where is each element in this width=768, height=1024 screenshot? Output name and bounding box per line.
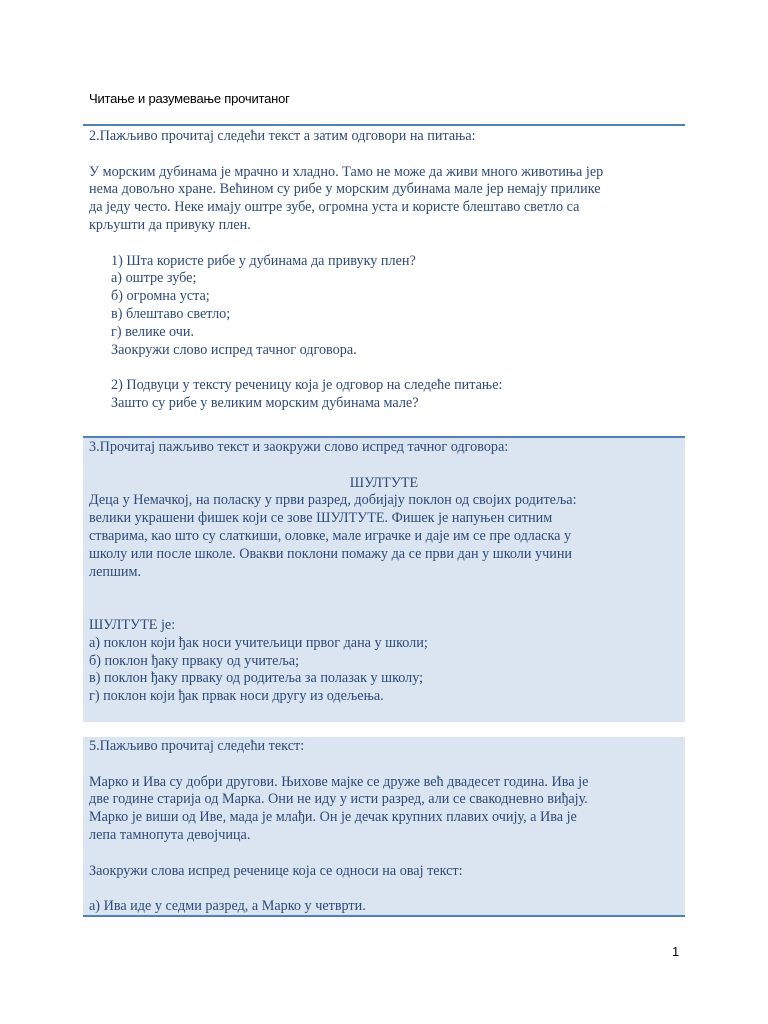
task-3-option: в) поклон ђаку прваку од родитеља за полазак у школу; [89, 670, 424, 687]
task-2-text-line: У морским дубинама је мрачно и хладно. Тамо не може да живи много животиња јер [89, 163, 604, 180]
task-5-text-line: лепа тамнопута девојчица. [89, 826, 251, 843]
task-3-text-line: лепшим. [89, 563, 142, 580]
task-5-text-line: Марко и Ива су добри другови. Њихове мајке се друже већ двадесет година. Ива је [89, 773, 589, 790]
task-3-question: ШУЛТУТЕ је: [89, 616, 176, 633]
question-1-option: в) блештаво светло; [111, 305, 231, 322]
task-5-text-line: две године старија од Марка. Они не иду у исти разред, али се свакодневно виђају. [89, 791, 588, 808]
task-3-text-line: стварима, као што су слаткиши, оловке, мале играчке и даје им се пре одласка у [89, 527, 572, 544]
task-2-text-line: крљушти да привуку плен. [89, 216, 251, 233]
task-2-text-line: нема довољно хране. Већином су рибе у морским дубинама мале јер немају прилике [89, 181, 601, 198]
task-2-text-line: да једу често. Неке имају оштре зубе, огромна уста и користе блештаво светло са [89, 199, 580, 216]
page-number: 1 [672, 944, 680, 959]
story-title: ШУЛТУТЕ [349, 474, 419, 491]
question-1-instruction: Заокружи слово испред тачног одговора. [111, 341, 357, 358]
task-5-option: а) Ива иде у седми разред, а Марко у четврти. [89, 898, 366, 915]
question-2: 2) Подвуци у тексту реченицу која је одговор на следеће питање: [111, 377, 503, 394]
task-3-option: а) поклон који ђак носи учитељици првог дана у школи; [89, 634, 428, 651]
task-3-text-line: велики украшени фишек који се зове ШУЛТУТЕ. Фишек је напуњен ситним [89, 510, 553, 527]
question-1-option: а) оштре зубе; [111, 270, 197, 287]
task-3-text-line: Деца у Немачкој, на поласку у први разред, добијају поклон од својих родитеља: [89, 492, 577, 509]
task-3-section [83, 436, 685, 722]
question-1-option: г) велике очи. [111, 323, 195, 340]
task-2-section [83, 124, 685, 437]
task-5-text-line: Марко је виши од Иве, мада је млађи. Он је дечак крупних плавих очију, а Ива је [89, 809, 577, 826]
page-heading: Читање и разумевање прочитаног [89, 91, 290, 106]
question-1-option: б) огромна уста; [111, 288, 210, 305]
task-3-option: г) поклон који ђак првак носи другу из одељења. [89, 688, 384, 705]
task-3-text-line: школу или после школе. Овакви поклони помажу да се први дан у школи учини [89, 545, 573, 562]
question-1: 1) Шта користе рибе у дубинама да привуку плен? [111, 252, 416, 269]
task-5-section [83, 737, 685, 917]
task-3-title: 3.Прочитај пажљиво текст и заокружи слово испред тачног одговора: [89, 439, 509, 455]
task-5-title: 5.Пажљиво прочитај следећи текст: [89, 738, 305, 754]
task-2-title: 2.Пажљиво прочитај следећи текст а затим одговори на питања: [89, 128, 476, 144]
task-3-option: б) поклон ђаку прваку од учитеља; [89, 652, 300, 669]
task-5-instruction: Заокружи слова испред реченице која се односи на овај текст: [89, 862, 463, 879]
question-2-sub: Зашто су рибе у великим морским дубинама мале? [111, 394, 419, 411]
